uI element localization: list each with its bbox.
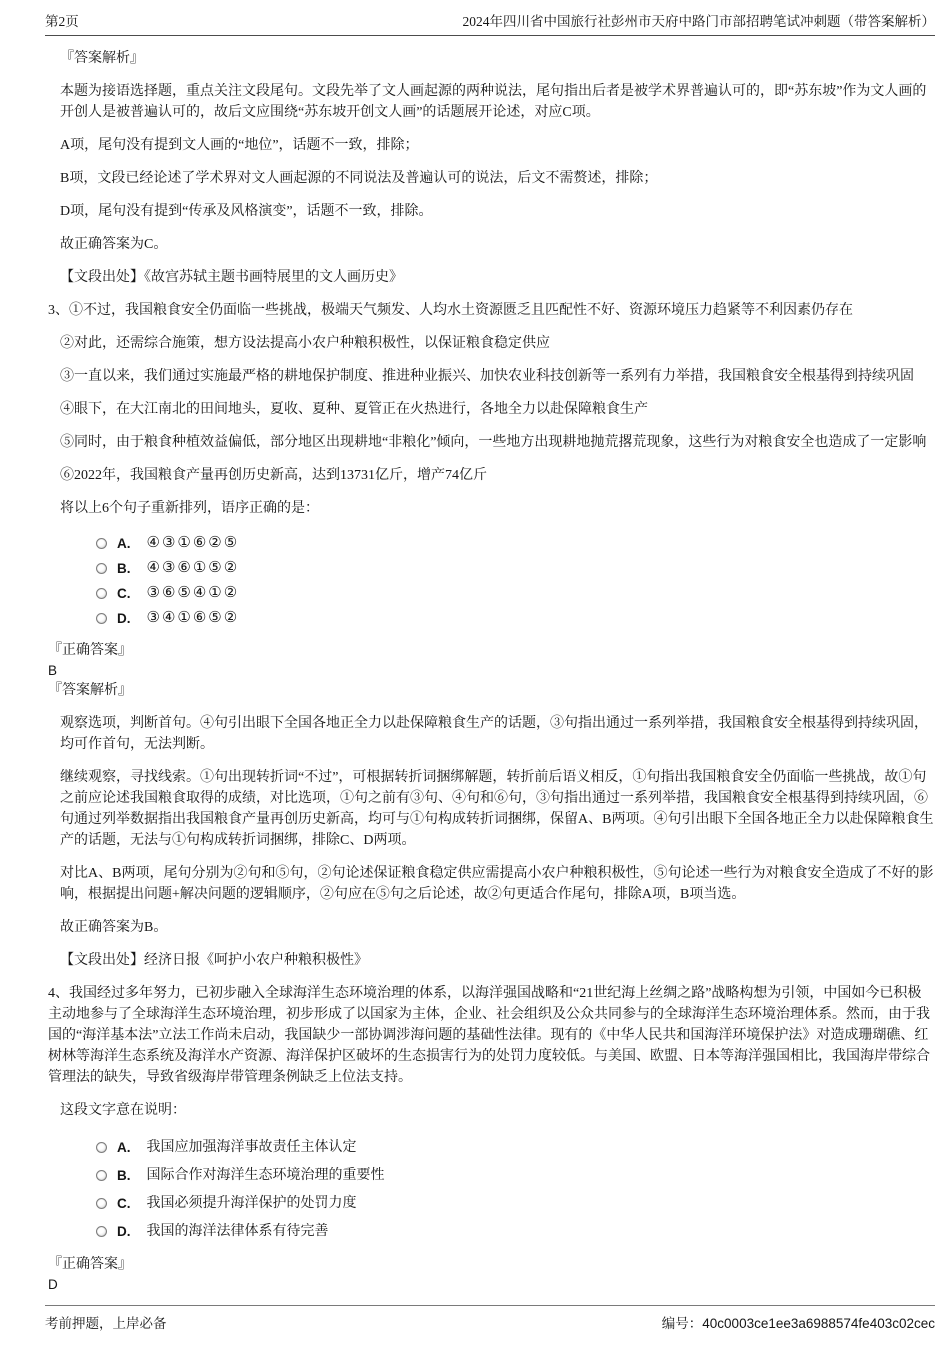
option-text: 我国应加强海洋事故责任主体认定 [146,1139,357,1155]
radio-button[interactable] [96,588,107,599]
question-prompt: 将以上6个句子重新排列，语序正确的是： [60,501,319,516]
radio-button[interactable] [96,538,107,549]
question-sentence: 3、①不过，我国粮食安全仍面临一些挑战，极端天气频发、人均水土资源匮乏且匹配性不好、资源环境压力趋紧等不利因素仍存在 [48,303,853,318]
option-label: C. [117,586,131,601]
page-content [48,48,934,1295]
option-row [96,1161,934,1189]
correct-answer-heading: 『正确答案』 [48,1257,132,1272]
option-label: D. [117,611,131,626]
question-sentence: ④眼下，在大江南北的田间地头，夏收、夏种、夏管正在火热进行，各地全力以赴保障粮食生产 [60,402,648,417]
radio-button[interactable] [96,1142,107,1153]
option-label: B. [117,561,131,576]
answer-block [48,641,934,701]
question-sentence: ⑤同时，由于粮食种植效益偏低，部分地区出现耕地“非粮化”倾向，一些地方出现耕地抛荒撂荒现象，这些行为对粮食安全也造成了一定影响 [60,435,927,450]
option-row [96,1189,934,1217]
option-text: ③⑥⑤④①② [146,585,240,601]
serial-value: 40c0003ce1ee3a6988574fe403c02cec [702,1316,935,1331]
page-footer [45,1305,935,1333]
option-row [96,531,934,556]
analysis-paragraph: D项，尾句没有提到“传承及风格演变”，话题不一致，排除。 [60,204,433,219]
option-text: 我国必须提升海洋保护的处罚力度 [146,1195,357,1211]
radio-button[interactable] [96,563,107,574]
question-passage: 4、我国经过多年努力，已初步融入全球海洋生态环境治理的体系，以海洋强国战略和“21世纪海上丝绸之路”战略构想为引领，中国如今已积极主动地参与了全球海洋生态环境治理，初步形成了以国家为主体，企业、社会组织及公众共同参与的全球海洋生态环境治理体系。然而，由于我国的“海洋基本法”立法工作尚未启动，我国缺少一部协调涉海问题的基础性法律。现有的《中华人民共和国海洋环境保护法》对造成珊瑚礁、红树林等海洋生态系统及海洋水产资源、海洋保护区破坏的生态损害行为的处罚力度较低。与美国、欧盟、日本等海洋强国相比，我国海岸带综合管理法的缺失，导致省级海岸带管理条例缺乏上位法支持。 [48,986,930,1085]
question3-options [96,531,934,631]
question-sentence: ③一直以来，我们通过实施最严格的耕地保护制度、推进种业振兴、加快农业科技创新等一系列有力举措，我国粮食安全根基得到持续巩固 [60,369,914,384]
analysis-paragraph: B项，文段已经论述了学术界对文人画起源的不同说法及普遍认可的说法，后文不需赘述，排除； [60,171,658,186]
analysis-heading: 『答案解析』 [48,683,132,698]
option-row [96,1217,934,1245]
passage-source: 【文段出处】经济日报《呵护小农户种粮积极性》 [60,953,368,968]
correct-answer-statement: 故正确答案为C。 [60,237,168,252]
footer-slogan: 考前押题，上岸必备 [45,1316,167,1331]
option-row [96,581,934,606]
analysis-paragraph: 对比A、B两项，尾句分别为②句和⑤句，②句论述保证粮食稳定供应需提高小农户种粮积极性，⑤句论述一些行为对粮食安全造成了不好的影响，根据提出问题+解决问题的逻辑顺序，②句应在⑤句之后论述，故②句更适合作尾句，排除A项，B项当选。 [60,866,934,902]
passage-source: 【文段出处】《故宫苏轼主题书画特展里的文人画历史》 [60,270,403,285]
option-label: A. [117,1139,131,1155]
footer-serial [662,1314,935,1333]
option-text: 国际合作对海洋生态环境治理的重要性 [146,1167,385,1183]
analysis-paragraph: 本题为接语选择题，重点关注文段尾句。文段先举了文人画起源的两种说法，尾句指出后者是被学术界普遍认可的，即“苏东坡”作为文人画的开创人是被普遍认可的，故后文应围绕“苏东坡开创文人画”的话题展开论述，对应C项。 [60,84,927,120]
question-prompt: 这段文字意在说明： [60,1103,186,1118]
analysis-paragraph: A项，尾句没有提到文人画的“地位”，话题不一致，排除； [60,138,419,153]
question-sentence: ⑥2022年，我国粮食产量再创历史新高，达到13731亿斤，增产74亿斤 [60,468,487,483]
radio-button[interactable] [96,613,107,624]
question-sentence: ②对此，还需综合施策，想方设法提高小农户种粮积极性，以保证粮食稳定供应 [60,336,550,351]
option-label: D. [117,1223,131,1239]
radio-button[interactable] [96,1170,107,1181]
correct-answer-heading: 『正确答案』 [48,643,132,658]
option-text: ④③⑥①⑤② [146,560,240,576]
page-number: 第2页 [45,14,79,29]
correct-answer-letter: B [48,663,58,678]
radio-button[interactable] [96,1198,107,1209]
analysis-heading: 『答案解析』 [60,51,144,66]
option-label: B. [117,1167,131,1183]
document-title: 2024年四川省中国旅行社彭州市天府中路门市部招聘笔试冲刺题（带答案解析） [462,14,935,29]
option-row [96,1133,934,1161]
option-label: A. [117,536,131,551]
serial-label: 编号： [661,1316,703,1331]
analysis-paragraph: 继续观察，寻找线索。①句出现转折词“不过”，可根据转折词捆绑解题，转折前后语义相反，①句指出我国粮食安全仍面临一些挑战，故①句之前应论述我国粮食取得的成绩，对比选项，①句之前有③句、④句和⑥句，③句指出通过一系列举措，我国粮食安全根基得到持续巩固，⑥句通过列举数据指出我国粮食产量再创历史新高，均可与①句构成转折词捆绑，保留A、B两项。④句引出眼下全国各地正全力以赴保障粮食生产的话题，无法与①句构成转折词捆绑，排除C、D两项。 [60,770,934,848]
option-row [96,606,934,631]
option-text: 我国的海洋法律体系有待完善 [146,1223,329,1239]
analysis-paragraph: 观察选项，判断首句。④句引出眼下全国各地正全力以赴保障粮食生产的话题，③句指出通过一系列举措，我国粮食安全根基得到持续巩固，均可作首句，无法判断。 [60,716,928,752]
correct-answer-statement: 故正确答案为B。 [60,920,168,935]
question4-options [96,1133,934,1245]
answer-block [48,1255,934,1295]
correct-answer-letter: D [48,1277,58,1292]
option-text: ④③①⑥②⑤ [146,535,240,551]
option-text: ③④①⑥⑤② [146,610,240,626]
option-row [96,556,934,581]
radio-button[interactable] [96,1226,107,1237]
page-header [45,13,935,36]
option-label: C. [117,1195,131,1211]
